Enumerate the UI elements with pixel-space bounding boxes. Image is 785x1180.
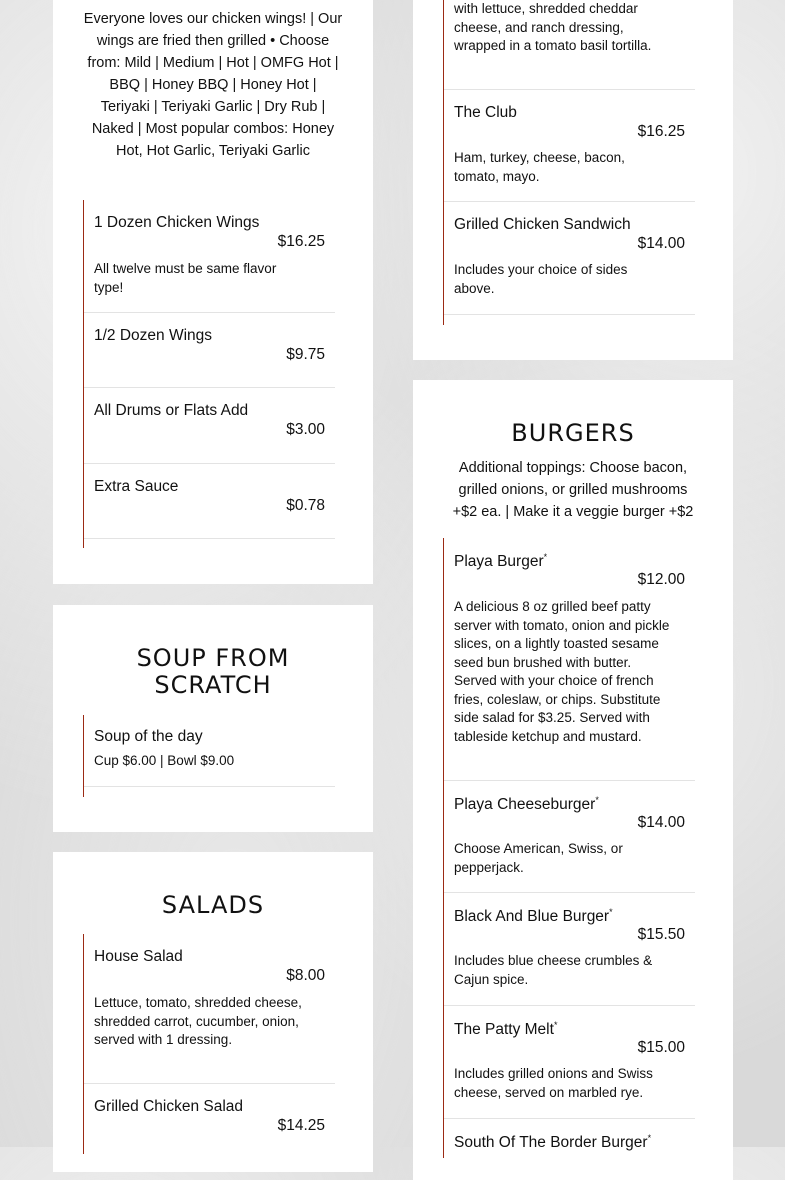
- item-name: Soup of the day: [94, 728, 203, 745]
- soup-item-list: [83, 715, 335, 797]
- item-description: A delicious 8 oz grilled beef patty server with tomato, onion and pickle slices, on a lightly toasted sesame seed bun brushed with butter. Served with your choice of french fries, coleslaw, or chips. Substitute side salad for $3.25. Served with tableside ketchup and mustard.: [454, 599, 670, 744]
- item-name: Grilled Chicken Salad: [94, 1098, 244, 1115]
- sandwiches-item-list: [443, 0, 695, 325]
- item-price: $12.00: [637, 571, 685, 588]
- item-description: Ham, turkey, cheese, bacon, tomato, mayo.: [454, 150, 625, 184]
- item-name: Playa Cheeseburger*: [454, 795, 599, 814]
- item-name: 1/2 Dozen Wings: [94, 327, 213, 344]
- menu-item[interactable]: [444, 0, 695, 90]
- asterisk-marker: *: [553, 1020, 558, 1030]
- section-title: BURGERS: [511, 419, 635, 447]
- item-name: Extra Sauce: [94, 478, 179, 495]
- item-price: $14.00: [637, 814, 685, 831]
- item-price: $3.00: [286, 421, 325, 438]
- menu-item[interactable]: [84, 1084, 335, 1164]
- asterisk-marker: *: [647, 1133, 652, 1143]
- salads-card: [53, 852, 373, 1172]
- item-price: $0.78: [286, 497, 325, 514]
- soup-card: [53, 605, 373, 832]
- menu-item[interactable]: [84, 200, 335, 313]
- item-description: with lettuce, shredded cheddar cheese, and ranch dressing, wrapped in a tomato basil tortilla.: [454, 1, 652, 53]
- menu-item[interactable]: [84, 464, 335, 539]
- section-title: SALADS: [161, 891, 265, 919]
- menu-item[interactable]: [444, 202, 695, 315]
- sandwiches-card: [413, 0, 733, 360]
- asterisk-marker: *: [609, 907, 613, 917]
- item-name: Playa Burger*: [454, 552, 548, 571]
- item-name: Grilled Chicken Sandwich: [454, 216, 631, 233]
- burgers-description: Additional toppings: Choose bacon, grilled onions, or grilled mushrooms +$2 ea. | Make it a veggie burger +$2: [452, 460, 694, 520]
- item-price: $15.50: [637, 926, 685, 943]
- item-price: $16.25: [637, 123, 685, 140]
- item-description: Includes blue cheese crumbles & Cajun spice.: [454, 953, 653, 987]
- wings-card: [53, 0, 373, 584]
- wings-item-list: [83, 200, 335, 548]
- salads-item-list: [83, 934, 335, 1154]
- menu-item[interactable]: [444, 781, 695, 893]
- section-title: SOUP FROM SCRATCH: [136, 644, 290, 699]
- item-description: Includes your choice of sides above.: [454, 262, 628, 296]
- item-name: 1 Dozen Chicken Wings: [94, 214, 260, 231]
- menu-item[interactable]: [84, 715, 335, 787]
- burgers-item-list: [443, 538, 695, 1158]
- item-name: The Club: [454, 104, 517, 121]
- item-name: House Salad: [94, 948, 183, 965]
- item-price: $9.75: [286, 346, 325, 363]
- menu-item[interactable]: [444, 538, 695, 781]
- item-price: $15.00: [637, 1039, 685, 1056]
- item-description: Lettuce, tomato, shredded cheese, shredded carrot, cucumber, onion, served with 1 dressing.: [94, 995, 302, 1047]
- item-price: $14.00: [637, 235, 685, 252]
- asterisk-marker: *: [595, 795, 599, 805]
- menu-item[interactable]: [84, 934, 335, 1084]
- menu-item[interactable]: [444, 90, 695, 202]
- item-price: $14.25: [277, 1117, 325, 1134]
- menu-item[interactable]: [84, 388, 335, 464]
- burgers-card: [413, 380, 733, 1180]
- item-description: All twelve must be same flavor type!: [94, 261, 277, 295]
- item-name: South Of The Border Burger*: [454, 1133, 652, 1152]
- wings-description: Everyone loves our chicken wings! | Our wings are fried then grilled • Choose from: Mild | Medium | Hot | OMFG Hot | BBQ | Honey BBQ | Honey Hot | Teriyaki | Teriyaki Garlic | Dry Rub | Naked | Most popular combos: Honey Hot, Hot Garlic, Teriyaki Garlic: [83, 11, 343, 159]
- item-name: Black And Blue Burger*: [454, 907, 613, 926]
- item-price: $8.00: [286, 967, 325, 984]
- item-price: $16.25: [277, 233, 325, 250]
- menu-item[interactable]: [84, 313, 335, 388]
- menu-item[interactable]: [444, 1006, 695, 1119]
- menu-item[interactable]: [444, 1119, 695, 1179]
- item-name: All Drums or Flats Add: [94, 402, 249, 419]
- asterisk-marker: *: [543, 552, 548, 562]
- item-name: The Patty Melt*: [454, 1020, 558, 1039]
- item-description: Includes grilled onions and Swiss cheese, served on marbled rye.: [454, 1066, 653, 1100]
- item-description: Cup $6.00 | Bowl $9.00: [94, 753, 235, 768]
- item-description: Choose American, Swiss, or pepperjack.: [454, 841, 623, 875]
- menu-item[interactable]: [444, 893, 695, 1006]
